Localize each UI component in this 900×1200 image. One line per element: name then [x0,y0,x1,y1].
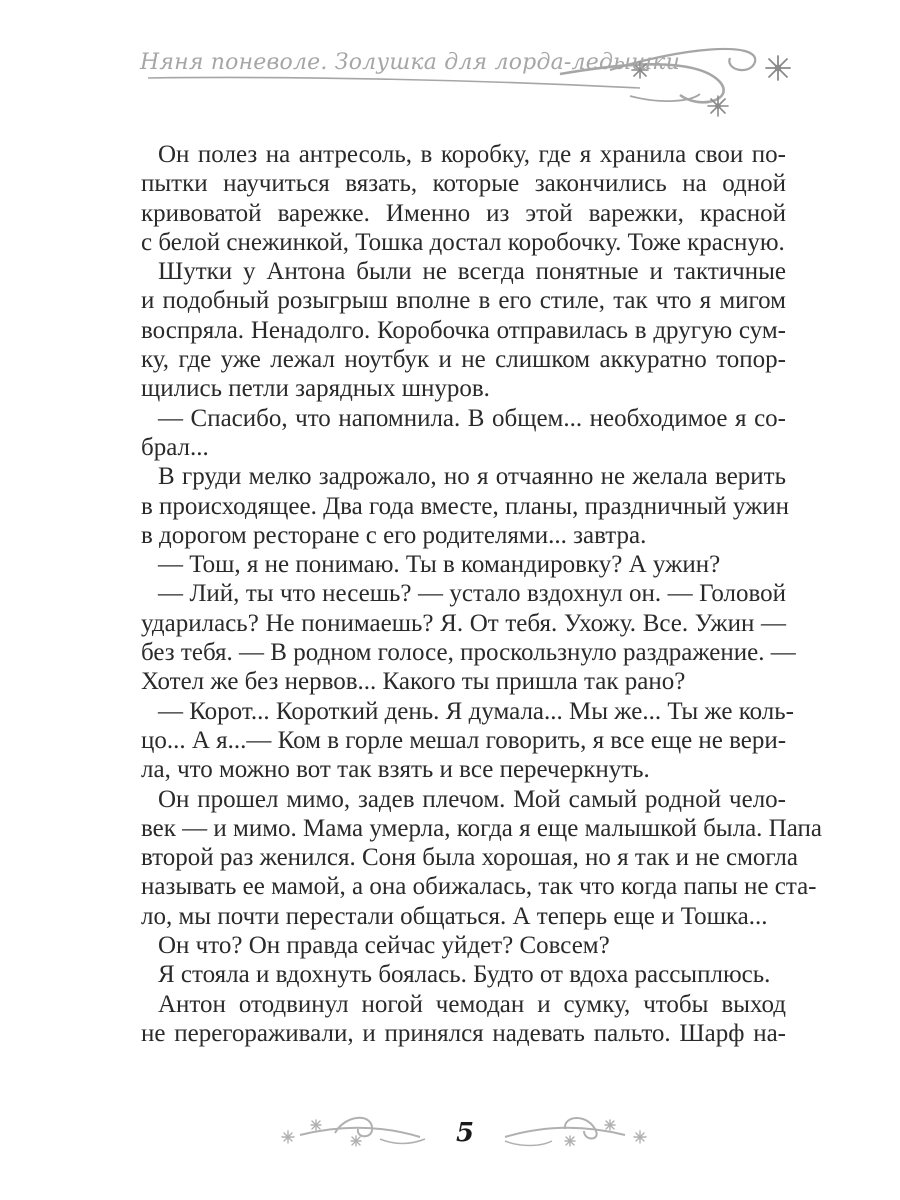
text-line: без тебя. — В родном голосе, проскользнуло раздражение. — [141,639,796,667]
text-line: второй раз женился. Соня была хорошая, но я так и не смогла [141,844,798,872]
text-line: ло, мы почти перестали общаться. А теперь еще и Тошка... [141,902,768,930]
snowflake-icon [708,96,728,116]
text-line: — Спасибо, что напомнила. В общем... необходимое я со- [158,404,786,432]
text-line: называть ее мамой, а она обижалась, так что когда папы не ста- [141,873,817,901]
text-line: ударилась? Не понимаешь? Я. От тебя. Ухожу. Все. Ужин — [141,609,786,637]
text-line: в дорогом ресторане с его родителями... завтра. [141,521,647,549]
text-line: Он прошел мимо, задев плечом. Мой самый родной чело- [158,785,786,813]
text-line: брал... [141,433,209,461]
text-line: кривоватой варежке. Именно из этой варежки, красной [141,199,786,227]
text-line: Хотел же без нервов... Какого ты пришла так рано? [141,668,686,696]
text-line: не перегораживали, и принялся надевать пальто. Шарф на- [141,1019,786,1047]
running-title: Няня поневоле. Золушка для лорда-ледышки [140,50,680,75]
text-line: — Лий, ты что несешь? — устало вздохнул он. — Головой [158,580,786,608]
snowflake-icon [282,1120,361,1146]
text-line: век — и мимо. Мама умерла, когда я еще малышкой была. Папа [141,814,822,842]
text-line: и подобный розыгрыш вполне в его стиле, так что я мигом [141,287,786,315]
text-line: Он полез на антресоль, в коробку, где я хранила свои по- [158,141,786,168]
snowflake-icon [565,1120,646,1146]
text-line: Антон отодвинул ногой чемодан и сумку, чтобы выход [158,990,786,1018]
text-line: щились петли зарядных шнуров. [141,375,490,403]
page-number: 5 [455,1118,475,1148]
text-line: ку, где уже лежал ноутбук и не слишком аккуратно топор- [141,346,786,374]
text-line: с белой снежинкой, Тошка достал коробочку. Тоже красную. [141,228,785,256]
text-line: ла, что можно вот так взять и все перечеркнуть. [141,756,650,784]
text-line: Он что? Он правда сейчас уйдет? Совсем? [158,932,610,960]
text-line: цо... А я...— Ком в горле мешал говорить, я все еще не вери- [141,726,787,754]
snowflake-icon [766,56,790,80]
text-line: пытки научиться вязать, которые закончились на одной [141,170,786,198]
text-line: — Корот... Короткий день. Я думала... Мы же... Ты же коль- [158,697,794,725]
page-header [0,0,900,130]
text-line: Я стояла и вдохнуть боялась. Будто от вдоха рассыплюсь. [158,961,771,989]
text-line: В груди мелко задрожало, но я отчаянно не желала верить [158,463,786,491]
text-line: — Тош, я не понимаю. Ты в командировку? А ужин? [158,551,721,579]
text-line: воспряла. Ненадолго. Коробочка отправилась в другую сум- [141,316,786,344]
text-line: Шутки у Антона были не всегда понятные и тактичные [158,258,786,286]
body-text [141,140,822,1048]
text-line: в происходящее. Два года вместе, планы, праздничный ужин [141,492,790,520]
